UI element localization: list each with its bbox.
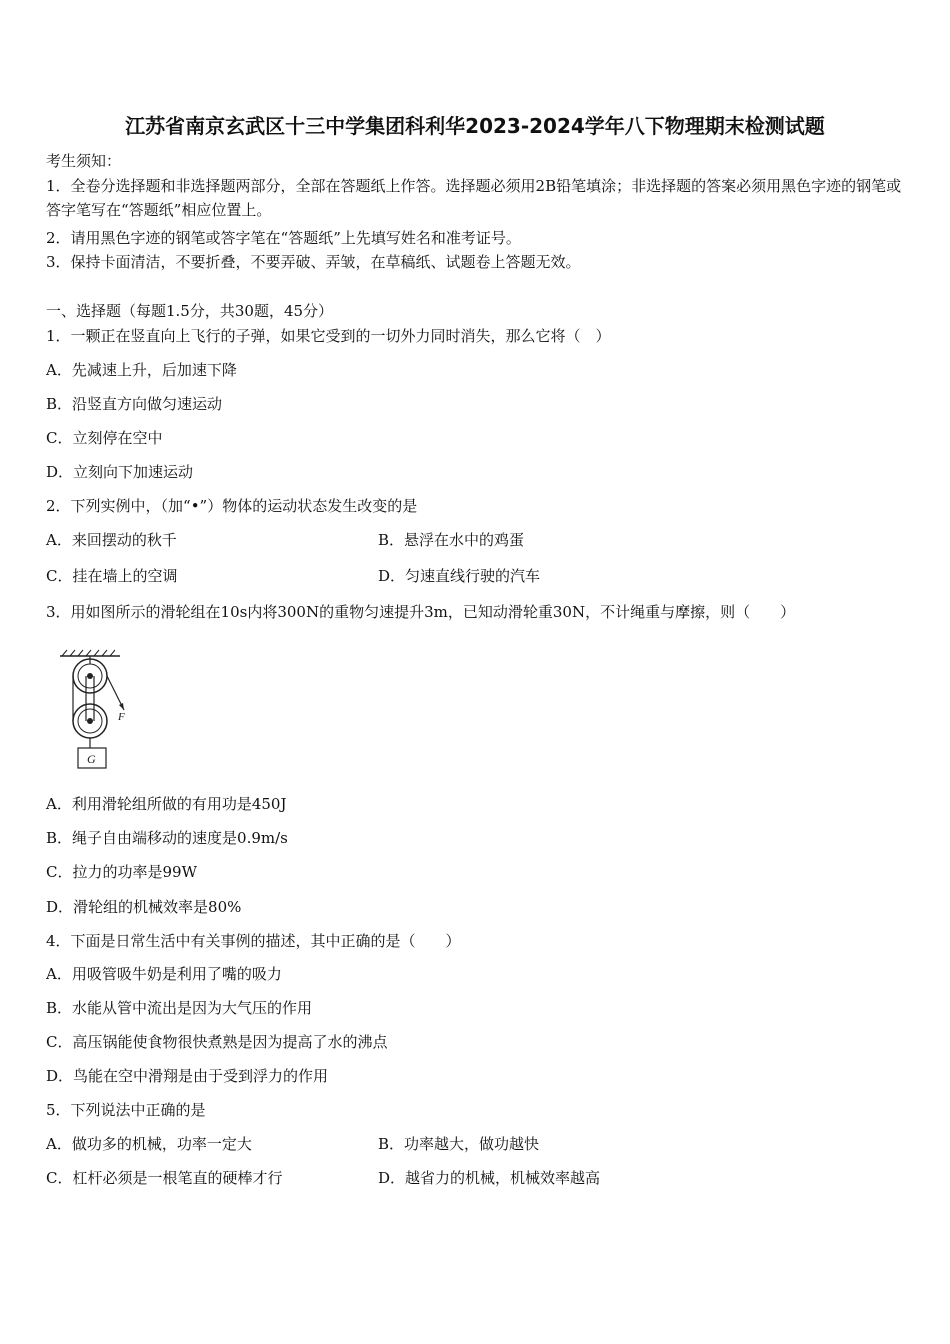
question-4-option-d[interactable]: D．鸟能在空中滑翔是由于受到浮力的作用	[46, 1067, 329, 1085]
question-3-option-d[interactable]: D．滑轮组的机械效率是80%	[46, 898, 242, 916]
force-label: F	[118, 711, 125, 723]
question-3-option-b[interactable]: B．绳子自由端移动的速度是0.9m/s	[46, 829, 288, 847]
question-4-option-c[interactable]: C．高压锅能使食物很快煮熟是因为提高了水的沸点	[46, 1033, 388, 1051]
question-1-option-d[interactable]: D．立刻向下加速运动	[46, 463, 194, 481]
question-4-option-a[interactable]: A．用吸管吸牛奶是利用了嘴的吸力	[46, 965, 282, 983]
question-2-option-b[interactable]: B．悬浮在水中的鸡蛋	[378, 531, 525, 549]
question-3-stem: 3．用如图所示的滑轮组在10s内将300N的重物匀速提升3m，已知动滑轮重30N，不计绳重与摩擦，则（ ）	[46, 603, 796, 621]
question-4-option-b[interactable]: B．水能从管中流出是因为大气压的作用	[46, 999, 313, 1017]
question-1-stem: 1．一颗正在竖直向上飞行的子弹，如果它受到的一切外力同时消失，那么它将（ ）	[46, 327, 611, 345]
weight-label: G	[87, 752, 96, 766]
notice-heading: 考生须知：	[46, 152, 122, 170]
question-3-option-a[interactable]: A．利用滑轮组所做的有用功是450J	[46, 795, 287, 813]
notice-item-3: 3．保持卡面清洁，不要折叠，不要弄破、弄皱，在草稿纸、试题卷上答题无效。	[46, 253, 581, 271]
question-5-stem: 5．下列说法中正确的是	[46, 1101, 206, 1119]
question-4-stem: 4．下面是日常生活中有关事例的描述，其中正确的是（ ）	[46, 932, 461, 950]
question-3-option-c[interactable]: C．拉力的功率是99W	[46, 863, 197, 881]
question-2-option-a[interactable]: A．来回摆动的秋千	[46, 531, 177, 549]
question-2-option-c[interactable]: C．挂在墙上的空调	[46, 567, 178, 585]
ceiling	[60, 650, 120, 656]
question-2-option-d[interactable]: D．匀速直线行驶的汽车	[378, 567, 541, 585]
question-5-option-c[interactable]: C．杠杆必须是一根笔直的硬棒才行	[46, 1169, 283, 1187]
fixed-pulley	[73, 659, 107, 693]
section-heading: 一、选择题（每题1.5分，共30题，45分）	[46, 302, 334, 320]
document-title: 江苏省南京玄武区十三中学集团科利华2023-2024学年八下物理期末检测试题	[125, 114, 825, 138]
question-5-option-d[interactable]: D．越省力的机械，机械效率越高	[378, 1169, 601, 1187]
question-2-stem: 2．下列实例中，（加“•”）物体的运动状态发生改变的是	[46, 497, 418, 515]
question-5-option-b[interactable]: B．功率越大，做功越快	[378, 1135, 540, 1153]
pulley-diagram	[58, 648, 138, 772]
question-1-option-a[interactable]: A．先减速上升，后加速下降	[46, 361, 237, 379]
notice-item-2: 2．请用黑色字迹的钢笔或答字笔在“答题纸”上先填写姓名和准考证号。	[46, 229, 521, 247]
question-1-option-c[interactable]: C．立刻停在空中	[46, 429, 163, 447]
question-1-option-b[interactable]: B．沿竖直方向做匀速运动	[46, 395, 223, 413]
movable-pulley	[73, 704, 107, 738]
notice-item-1: 1．全卷分选择题和非选择题两部分，全部在答题纸上作答。选择题必须用2B铅笔填涂；非选择题的答案必须用黑色字迹的钢笔或答字笔写在“答题纸”相应位置上。	[46, 177, 902, 219]
question-5-option-a[interactable]: A．做功多的机械，功率一定大	[46, 1135, 252, 1153]
